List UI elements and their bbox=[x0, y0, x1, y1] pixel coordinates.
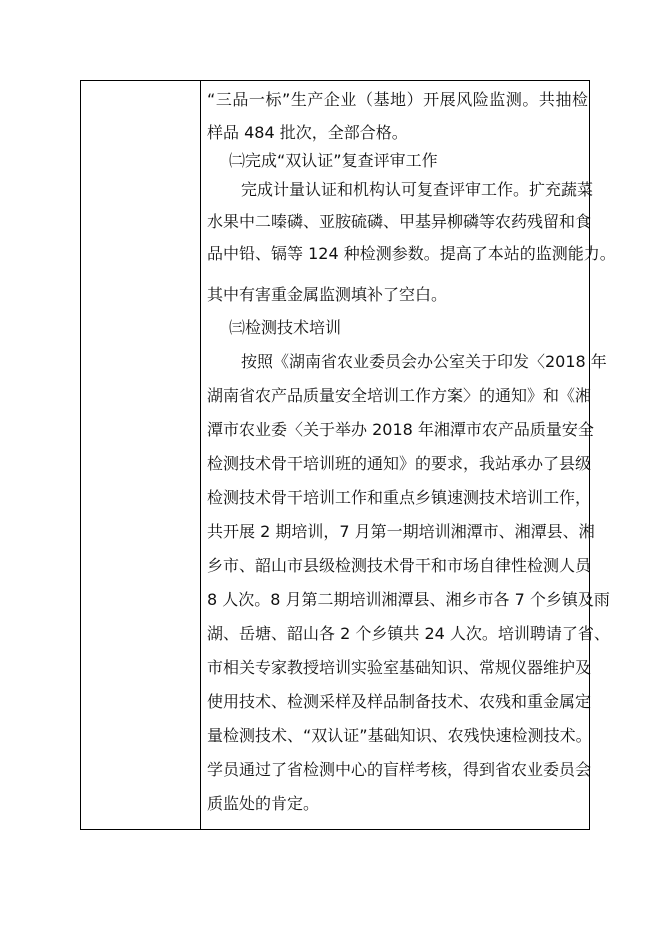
paragraph-line: 品中铅、镉等 124 种检测参数。提高了本站的监测能力。 bbox=[207, 244, 616, 263]
paragraph-line: 样品 484 批次，全部合格。 bbox=[207, 123, 408, 142]
content-cell bbox=[207, 81, 616, 829]
paragraph-line: 按照《湖南省农业委员会办公室关于印发〈2018 年 bbox=[241, 352, 607, 371]
paragraph-line: 其中有害重金属监测填补了空白。 bbox=[207, 285, 448, 304]
paragraph-line: 量检测技术、“双认证”基础知识、农残快速检测技术。 bbox=[207, 726, 592, 745]
paragraph-line: 市相关专家教授培训实验室基础知识、常规仪器维护及 bbox=[207, 658, 592, 677]
paragraph-line: 质监处的肯定。 bbox=[207, 794, 320, 813]
column-divider bbox=[200, 81, 201, 829]
paragraph-line: 检测技术骨干培训工作和重点乡镇速测技术培训工作， bbox=[207, 488, 592, 507]
paragraph-line: 湖、岳塘、韶山各 2 个乡镇共 24 人次。培训聘请了省、 bbox=[207, 624, 610, 643]
paragraph-line: 水果中二嗪磷、亚胺硫磷、甲基异柳磷等农药残留和食 bbox=[207, 212, 592, 231]
report-table bbox=[80, 80, 616, 830]
paragraph-line: 学员通过了省检测中心的盲样考核，得到省农业委员会 bbox=[207, 760, 592, 779]
section-heading: ㈢检测技术培训 bbox=[229, 318, 342, 337]
paragraph-line: 共开展 2 期培训，7 月第一期培训湘潭市、湘潭县、湘 bbox=[207, 522, 595, 541]
paragraph-line: “三品一标”生产企业（基地）开展风险监测。共抽检 bbox=[207, 90, 588, 109]
paragraph-line: 完成计量认证和机构认可复查评审工作。扩充蔬菜 bbox=[241, 180, 594, 199]
paragraph-line: 乡市、韶山市县级检测技术骨干和市场自律性检测人员 bbox=[207, 556, 592, 575]
left-column-cell bbox=[81, 81, 200, 829]
paragraph-line: 8 人次。8 月第二期培训湘潭县、湘乡市各 7 个乡镇及雨 bbox=[207, 590, 610, 609]
paragraph-line: 检测技术骨干培训班的通知》的要求，我站承办了县级 bbox=[207, 454, 592, 473]
section-heading: ㈡完成“双认证”复查评审工作 bbox=[229, 151, 438, 170]
paragraph-line: 潭市农业委〈关于举办 2018 年湘潭市农产品质量安全 bbox=[207, 420, 594, 439]
paragraph-line: 使用技术、检测采样及样品制备技术、农残和重金属定 bbox=[207, 692, 592, 711]
paragraph-line: 湖南省农产品质量安全培训工作方案〉的通知》和《湘 bbox=[207, 386, 592, 405]
